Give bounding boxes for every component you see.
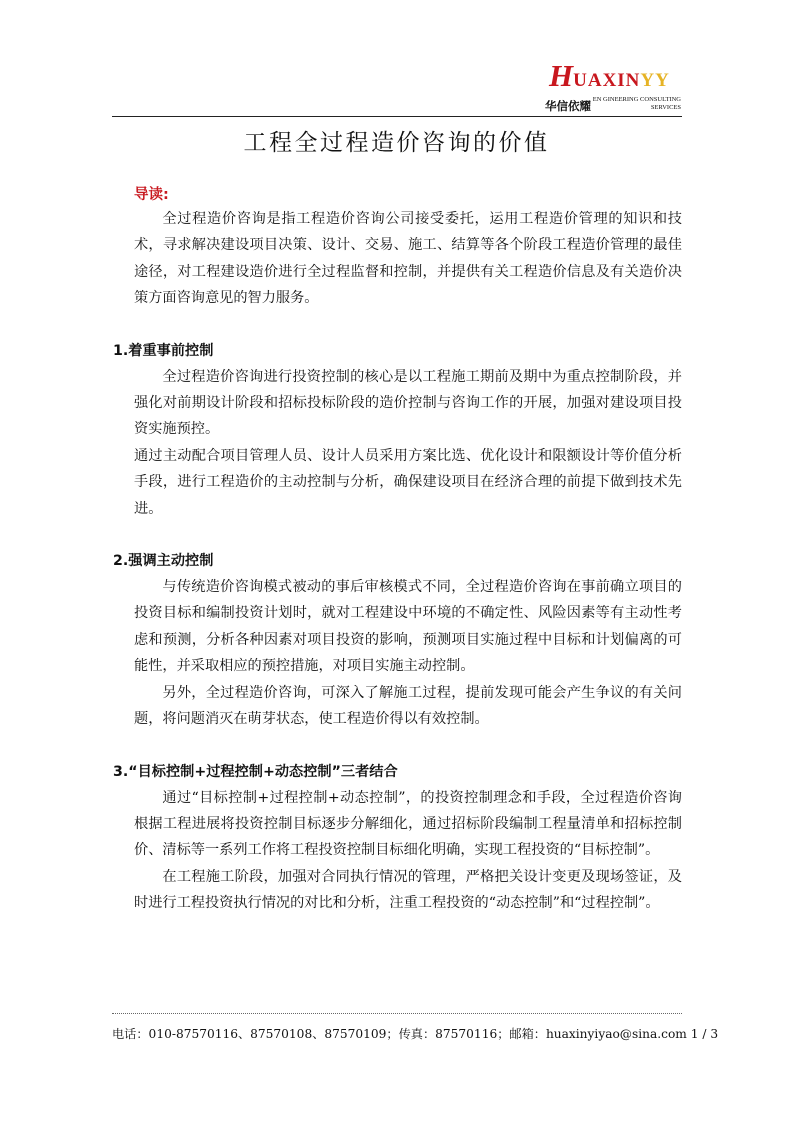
section-spacer: [134, 733, 682, 759]
section-2-paragraph-2: 另外，全过程造价咨询，可深入了解施工过程，提前发现可能会产生争议的有关问题，将问题消灭在萌芽状态，使工程造价得以有效控制。: [134, 684, 682, 728]
section-1-heading: 1.着重事前控制: [113, 342, 214, 359]
logo-wordmark: [549, 60, 670, 91]
footer-divider: [112, 1013, 682, 1014]
section-3-paragraph-1: 通过“目标控制+过程控制+动态控制”，的投资控制理念和手段，全过程造价咨询根据工程进展将投资控制目标逐步分解细化，通过招标阶段编制工程量清单和招标控制价、清标等一系列工作将工程投资控制目标细化明确，实现工程投资的“目标控制”。: [134, 789, 682, 859]
document-body: [113, 184, 682, 917]
section-2-paragraph-1: 与传统造价咨询模式被动的事后审核模式不同，全过程造价咨询在事前确立项目的投资目标和编制投资计划时，就对工程建设中环境的不确定性、风险因素等有主动性考虑和预测，分析各种因素对项目投资的影响，预测项目实施过程中目标和计划偏离的可能性，并采取相应的预控措施，对项目实施主动控制。: [134, 579, 682, 675]
intro-label: 导读:: [134, 187, 169, 203]
company-logo: [545, 58, 685, 116]
document-title: 工程全过程造价咨询的价值: [243, 130, 550, 156]
intro-paragraph: 全过程造价咨询是指工程造价咨询公司接受委托，运用工程造价管理的知识和技术，寻求解决建设项目决策、设计、交易、施工、结算等各个阶段工程造价管理的最佳途径，对工程建设造价进行全过程监督和控制，并提供有关工程造价信息及有关造价决策方面咨询意见的智力服务。: [134, 211, 682, 307]
logo-chinese-name: 华信依耀: [545, 99, 591, 113]
section-spacer: [134, 522, 682, 548]
logo-english-tagline: [586, 96, 681, 112]
logo-english-line2: SERVICES: [650, 104, 681, 111]
footer: [112, 1025, 719, 1042]
section-3-heading: 3.“目标控制+过程控制+动态控制”三者结合: [113, 763, 398, 780]
footer-contact: 电话：010-87570116、87570108、87570109；传真：87570116；邮箱：huaxinyiyao@sina.com: [112, 1027, 687, 1041]
section-1-paragraph-1: 全过程造价咨询进行投资控制的核心是以工程施工期前及期中为重点控制阶段，并强化对前期设计阶段和招标投标阶段的造价控制与咨询工作的开展，加强对建设项目投资实施预控。: [134, 368, 682, 438]
logo-middle: UAXIN: [573, 70, 641, 91]
logo-end: YY: [640, 70, 670, 91]
section-1-paragraph-2: 通过主动配合项目管理人员、设计人员采用方案比选、优化设计和限额设计等价值分析手段，进行工程造价的主动控制与分析，确保建设项目在经济合理的前提下做到技术先进。: [134, 447, 682, 517]
logo-initial: H: [549, 58, 574, 93]
logo-english-line1: EN GINEERING CONSULTING: [592, 96, 681, 103]
section-2-heading: 2.强调主动控制: [113, 553, 214, 570]
footer-page-number: 1 / 3: [690, 1027, 719, 1041]
header-divider: [112, 116, 682, 117]
section-spacer: [134, 312, 682, 338]
section-3-paragraph-2: 在工程施工阶段，加强对合同执行情况的管理，严格把关设计变更及现场签证，及时进行工程投资执行情况的对比和分析，注重工程投资的“动态控制”和“过程控制”。: [134, 868, 682, 912]
